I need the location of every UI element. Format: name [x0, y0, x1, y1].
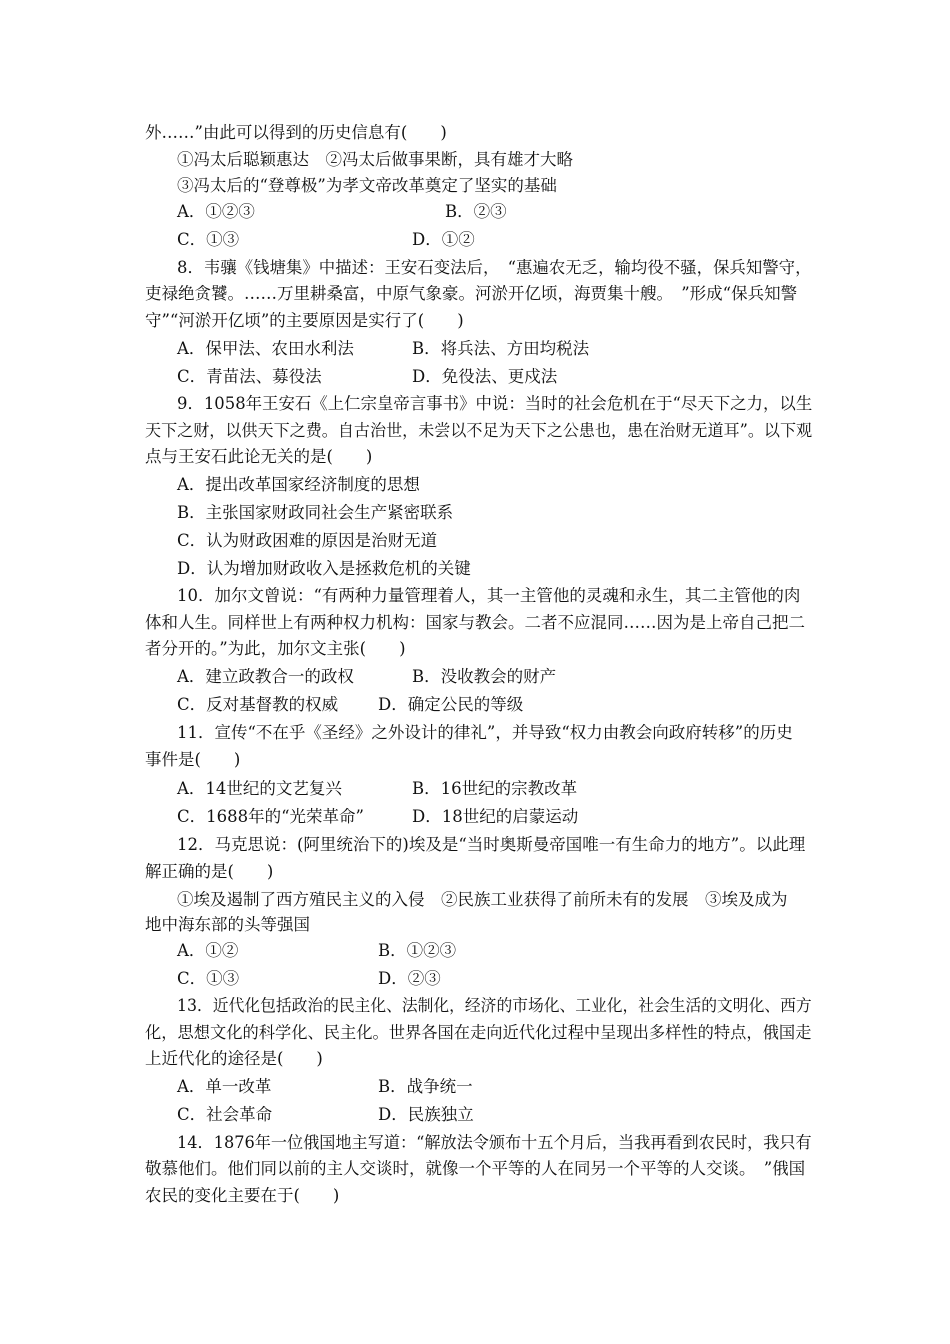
- q9-stem-line-2: 天下之财，以供天下之费。自古治世，未尝以不足为天下之公患也，患在治财无道耳”。以下观: [145, 421, 813, 440]
- q12-option-a: A．①②: [177, 941, 239, 960]
- q7-statement-2: ③冯太后的“登尊极”为孝文帝改革奠定了坚实的基础: [177, 176, 557, 195]
- q8-stem-line-1: 8．韦骧《钱塘集》中描述：王安石变法后， “惠遍农无乏，输均役不骚，保兵知警守，: [177, 258, 812, 277]
- q12-stem-line-2: 解正确的是( ): [145, 862, 274, 881]
- q14-stem-line-1: 14．1876年一位俄国地主写道：“解放法令颁布十五个月后，当我再看到农民时，我只有: [177, 1133, 812, 1152]
- q12-stem-line-1: 12．马克思说：(阿里统治下的)埃及是“当时奥斯曼帝国唯一有生命力的地方”。以此理: [177, 835, 806, 854]
- q7-option-c: C．①③: [177, 230, 240, 249]
- q12-option-c: C．①③: [177, 969, 240, 988]
- q13-stem-line-2: 化，思想文化的科学化、民主化。世界各国在走向近代化过程中呈现出多样性的特点，俄国走: [145, 1023, 812, 1042]
- q10-stem-line-3: 者分开的。”为此，加尔文主张( ): [145, 639, 406, 658]
- q11-option-b: B．16世纪的宗教改革: [412, 779, 578, 798]
- q13-option-a: A．单一改革: [177, 1077, 272, 1096]
- q9-option-b: B．主张国家财政同社会生产紧密联系: [177, 503, 454, 522]
- q12-statement-line-1: ①埃及遏制了西方殖民主义的入侵 ②民族工业获得了前所未有的发展 ③埃及成为: [177, 890, 788, 909]
- q10-option-b: B．没收教会的财产: [412, 667, 557, 686]
- q14-stem-line-3: 农民的变化主要在于( ): [145, 1186, 340, 1205]
- q11-option-d: D．18世纪的启蒙运动: [412, 807, 579, 826]
- q9-stem-line-1: 9．1058年王安石《上仁宗皇帝言事书》中说：当时的社会危机在于“尽天下之力，以生: [177, 394, 813, 413]
- q13-option-c: C．社会革命: [177, 1105, 273, 1124]
- q7-statement-1: ①冯太后聪颖惠达 ②冯太后做事果断，具有雄才大略: [177, 150, 573, 169]
- q10-stem-line-1: 10．加尔文曾说：“有两种力量管理着人，其一主管他的灵魂和永生，其二主管他的肉: [177, 586, 801, 605]
- q11-stem-line-2: 事件是( ): [145, 750, 241, 769]
- q12-option-d: D．②③: [378, 969, 441, 988]
- q9-option-c: C．认为财政困难的原因是治财无道: [177, 531, 438, 550]
- q9-stem-line-3: 点与王安石此论无关的是( ): [145, 447, 373, 466]
- q8-option-c: C．青苗法、募役法: [177, 367, 322, 386]
- q9-option-d: D．认为增加财政收入是拯救危机的关键: [177, 559, 471, 578]
- q9-option-a: A．提出改革国家经济制度的思想: [177, 475, 420, 494]
- q13-option-d: D．民族独立: [378, 1105, 474, 1124]
- q8-option-d: D．免役法、更戍法: [412, 367, 558, 386]
- q10-option-c: C．反对基督教的权威: [177, 695, 339, 714]
- q7-option-a: A．①②③: [177, 202, 255, 221]
- q11-stem-line-1: 11．宣传“不在乎《圣经》之外设计的律礼”，并导致“权力由教会向政府转移”的历史: [177, 723, 793, 742]
- q13-option-b: B．战争统一: [378, 1077, 473, 1096]
- q7-stem-tail: 外……”由此可以得到的历史信息有( ): [145, 123, 447, 142]
- q14-stem-line-2: 敬慕他们。他们同以前的主人交谈时，就像一个平等的人在同另一个平等的人交谈。 ”俄国: [145, 1159, 806, 1178]
- q13-stem-line-3: 上近代化的途径是( ): [145, 1049, 323, 1068]
- q10-stem-line-2: 体和人生。同样世上有两种权力机构：国家与教会。二者不应混同……因为是上帝自己把二: [145, 613, 805, 632]
- q12-option-b: B．①②③: [378, 941, 457, 960]
- q7-option-d: D．①②: [412, 230, 475, 249]
- q11-option-a: A．14世纪的文艺复兴: [177, 779, 342, 798]
- q8-stem-line-2: 吏禄绝贪饕。……万里耕桑富，中原气象豪。河淤开亿顷，海贾集十艘。 ”形成“保兵知警: [145, 284, 798, 303]
- q10-option-a: A．建立政教合一的政权: [177, 667, 354, 686]
- q8-stem-line-3: 守”“河淤开亿顷”的主要原因是实行了( ): [145, 311, 464, 330]
- q8-option-b: B．将兵法、方田均税法: [412, 339, 590, 358]
- q11-option-c: C．1688年的“光荣革命”: [177, 807, 364, 826]
- q8-option-a: A．保甲法、农田水利法: [177, 339, 354, 358]
- q10-option-d: D．确定公民的等级: [378, 695, 524, 714]
- q12-statement-line-2: 地中海东部的头等强国: [145, 915, 310, 934]
- q7-option-b: B．②③: [445, 202, 507, 221]
- q13-stem-line-1: 13．近代化包括政治的民主化、法制化，经济的市场化、工业化，社会生活的文明化、西方: [177, 996, 812, 1015]
